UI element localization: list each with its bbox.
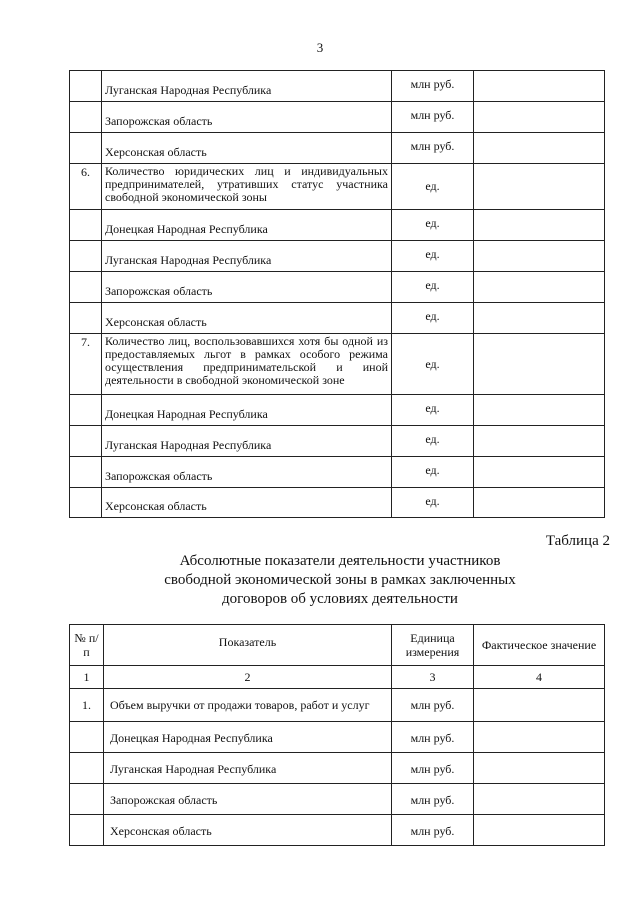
- absolute-indicators-table: [69, 624, 605, 846]
- heading-line: свободной экономической зоны в рамках заключенных: [164, 572, 516, 588]
- column-number: 1: [70, 666, 104, 689]
- row-indicator: Запорожская область: [102, 272, 392, 303]
- row-unit: млн руб.: [392, 102, 474, 133]
- table-label: Таблица 2: [545, 533, 610, 549]
- row-number: [70, 488, 102, 518]
- header-row: [70, 625, 605, 666]
- table-row: [70, 102, 605, 133]
- column-number: 3: [392, 666, 474, 689]
- row-unit: млн руб.: [392, 133, 474, 164]
- row-number: [70, 784, 104, 815]
- row-indicator: Луганская Народная Республика: [102, 71, 392, 102]
- table-row: [70, 426, 605, 457]
- row-unit: ед.: [392, 164, 474, 210]
- row-number: [70, 722, 104, 753]
- row-indicator: Донецкая Народная Республика: [104, 722, 392, 753]
- row-unit: млн руб.: [392, 71, 474, 102]
- header-unit: Единица измерения: [392, 625, 474, 666]
- row-number: [70, 303, 102, 334]
- row-indicator: Херсонская область: [102, 488, 392, 518]
- table-row: [70, 815, 605, 846]
- row-value-cell: [474, 815, 605, 846]
- row-number: [70, 815, 104, 846]
- table-row: [70, 272, 605, 303]
- table-row: [70, 71, 605, 102]
- row-number: 6.: [70, 164, 102, 210]
- row-value-cell: [474, 722, 605, 753]
- table-row: [70, 334, 605, 395]
- row-unit: млн руб.: [392, 689, 474, 722]
- row-value-cell: [474, 753, 605, 784]
- row-indicator: Запорожская область: [102, 457, 392, 488]
- row-number: [70, 210, 102, 241]
- row-indicator: Херсонская область: [102, 133, 392, 164]
- table-heading: [140, 552, 540, 609]
- row-number: [70, 102, 102, 133]
- row-unit: ед.: [392, 241, 474, 272]
- row-value-cell: [474, 133, 605, 164]
- row-unit: ед.: [392, 272, 474, 303]
- row-indicator: Луганская Народная Республика: [102, 426, 392, 457]
- row-value-cell: [474, 210, 605, 241]
- table-row: [70, 303, 605, 334]
- row-value-cell: [474, 164, 605, 210]
- heading-line: Абсолютные показатели деятельности участников: [179, 553, 501, 569]
- row-unit: млн руб.: [392, 722, 474, 753]
- table-row: [70, 722, 605, 753]
- row-value-cell: [474, 689, 605, 722]
- row-number: 1.: [70, 689, 104, 722]
- column-numbers-row: [70, 666, 605, 689]
- row-number: [70, 395, 102, 426]
- table-row: [70, 395, 605, 426]
- row-value-cell: [474, 426, 605, 457]
- row-unit: ед.: [392, 303, 474, 334]
- header-indicator: Показатель: [104, 625, 392, 666]
- row-unit: млн руб.: [392, 753, 474, 784]
- row-indicator: Объем выручки от продажи товаров, работ и услуг: [104, 689, 392, 722]
- row-number: [70, 753, 104, 784]
- row-number: [70, 241, 102, 272]
- row-unit: млн руб.: [392, 784, 474, 815]
- row-unit: ед.: [392, 488, 474, 518]
- row-indicator: Запорожская область: [104, 784, 392, 815]
- row-number: [70, 272, 102, 303]
- row-indicator: Запорожская область: [102, 102, 392, 133]
- row-number: [70, 133, 102, 164]
- table-row: [70, 241, 605, 272]
- row-value-cell: [474, 488, 605, 518]
- row-value-cell: [474, 457, 605, 488]
- row-indicator: Количество лиц, воспользовавшихся хотя бы одной из предоставляемых льгот в рамках особого режима осуществления предпринимательской и иной деятельности в свободной экономической зоне: [102, 334, 392, 395]
- column-number: 4: [474, 666, 605, 689]
- table-row: [70, 784, 605, 815]
- row-number: [70, 71, 102, 102]
- row-unit: ед.: [392, 457, 474, 488]
- row-number: 7.: [70, 334, 102, 395]
- row-unit: ед.: [392, 210, 474, 241]
- row-indicator: Донецкая Народная Республика: [102, 210, 392, 241]
- heading-line: договоров об условиях деятельности: [222, 591, 458, 607]
- row-indicator: Донецкая Народная Республика: [102, 395, 392, 426]
- row-value-cell: [474, 241, 605, 272]
- table-row: [70, 488, 605, 518]
- indicators-table-continued: [69, 70, 605, 518]
- row-indicator: Херсонская область: [104, 815, 392, 846]
- header-value: Фактическое значение: [474, 625, 605, 666]
- row-indicator: Херсонская область: [102, 303, 392, 334]
- table-row: [70, 689, 605, 722]
- row-unit: ед.: [392, 395, 474, 426]
- row-number: [70, 426, 102, 457]
- row-unit: млн руб.: [392, 815, 474, 846]
- row-value-cell: [474, 303, 605, 334]
- table-row: [70, 457, 605, 488]
- table-row: [70, 133, 605, 164]
- row-indicator: Луганская Народная Республика: [104, 753, 392, 784]
- row-indicator: Количество юридических лиц и индивидуальных предпринимателей, утративших статус участника свободной экономической зоны: [102, 164, 392, 210]
- row-number: [70, 457, 102, 488]
- row-value-cell: [474, 395, 605, 426]
- table-row: [70, 164, 605, 210]
- table-row: [70, 753, 605, 784]
- table-row: [70, 210, 605, 241]
- page-number: 3: [316, 40, 324, 55]
- row-value-cell: [474, 784, 605, 815]
- row-indicator: Луганская Народная Республика: [102, 241, 392, 272]
- row-unit: ед.: [392, 334, 474, 395]
- row-unit: ед.: [392, 426, 474, 457]
- row-value-cell: [474, 71, 605, 102]
- row-value-cell: [474, 272, 605, 303]
- row-value-cell: [474, 102, 605, 133]
- row-value-cell: [474, 334, 605, 395]
- header-number: № п/п: [70, 625, 104, 666]
- column-number: 2: [104, 666, 392, 689]
